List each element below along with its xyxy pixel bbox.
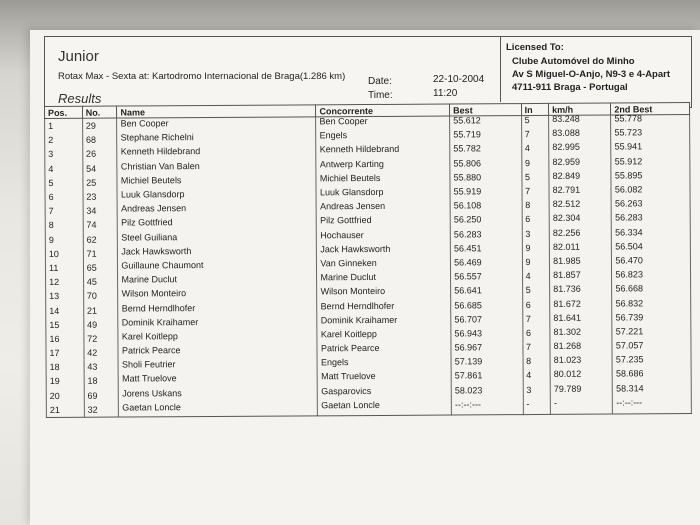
pos-cell: 11 [45,261,83,275]
driver-name-cell: Ben Cooper [117,115,316,131]
lap-in-cell: 5 [521,112,549,127]
second-best-cell: 56.082 [611,182,690,197]
lap-in-cell: 4 [523,368,551,382]
pos-cell: 8 [45,218,83,232]
number-cell: 69 [84,388,119,402]
number-cell: 23 [83,189,118,203]
time-label: Time: [368,90,393,101]
pos-cell: 6 [45,190,83,204]
driver-name-cell: Karel Koitlepp [118,328,317,343]
number-cell: 29 [82,118,117,133]
col-best: Best [450,104,522,116]
best-lap-cell: 58.023 [451,383,523,398]
driver-name-cell: Bernd Herndlhofer [118,300,317,315]
speed-cell: 82.304 [549,211,611,226]
driver-name-cell: Guillaune Chaumont [118,257,317,272]
entrant-cell: Antwerp Karting [316,156,450,171]
entrant-cell: Wilson Monteiro [317,284,451,299]
speed-cell: 81.641 [550,310,612,325]
best-lap-cell: 56.469 [451,255,523,270]
col-name: Name [117,105,316,118]
entrant-cell: Luuk Glansdorp [316,184,450,199]
col-kmh: km/h [549,103,611,115]
best-lap-cell: 55.880 [450,170,522,185]
second-best-cell: 56.263 [611,196,690,211]
best-lap-cell: 56.707 [451,312,523,327]
best-lap-cell: 55.782 [450,141,522,156]
second-best-cell: 55.912 [611,154,690,169]
pos-cell: 19 [46,374,84,388]
number-cell: 21 [83,303,118,317]
lap-in-cell: 9 [522,255,550,269]
lap-in-cell: 5 [521,170,549,184]
col-pos: Pos. [45,106,83,118]
lap-in-cell: 5 [522,283,550,297]
lap-in-cell: 3 [523,382,551,396]
lap-in-cell: 7 [521,127,549,141]
number-cell: 25 [83,175,118,189]
col-2nd-best: 2nd Best [611,103,690,115]
number-cell: 54 [83,161,118,175]
entrant-cell: Matt Truelove [318,369,452,384]
date-value: 22-10-2004 [433,74,485,85]
best-lap-cell: 56.108 [450,198,522,213]
category-title: Junior [58,48,99,65]
best-lap-cell: 57.861 [451,368,523,383]
best-lap-cell: 57.139 [451,354,523,369]
number-cell: 72 [84,331,119,345]
number-cell: 71 [83,246,118,260]
driver-name-cell: Steel Guiliana [118,229,317,244]
best-lap-cell: 56.967 [451,340,523,355]
license-label: Licensed To: [506,42,564,53]
number-cell: 65 [83,260,118,274]
entrant-cell: Kenneth Hildebrand [316,142,450,157]
second-best-cell: 57.235 [612,352,691,367]
entrant-cell: Ben Cooper [316,113,450,129]
lap-in-cell: 6 [522,212,550,226]
best-lap-cell: 56.685 [451,298,523,313]
entrant-cell: Hochauser [317,227,451,242]
pos-cell: 14 [46,303,84,317]
license-line-1: Clube Automóvel do Minho [512,56,635,67]
results-heading: Results [58,91,102,106]
pos-cell: 4 [45,161,83,175]
entrant-cell: Pilz Gottfried [317,213,451,228]
number-cell: 26 [83,147,118,161]
license-line-2: Av S Miguel-O-Anjo, N9-3 e 4-Apart [512,69,670,80]
speed-cell: 83.248 [549,111,611,126]
speed-cell: 82.791 [549,182,611,197]
driver-name-cell: Jack Hawksworth [118,243,317,258]
entrant-cell: Gasparovics [318,383,452,398]
speed-cell: 81.302 [550,324,612,339]
entrant-cell: Patrick Pearce [317,341,451,356]
pos-cell: 2 [45,133,83,147]
best-lap-cell: 55.919 [450,184,522,199]
lap-in-cell: 9 [522,241,550,255]
pos-cell: 18 [46,360,84,374]
driver-name-cell: Patrick Pearce [118,342,317,357]
pos-cell: 13 [46,289,84,303]
col-no: No. [82,106,117,118]
driver-name-cell: Jorens Uskans [119,385,318,400]
entrant-cell: Karel Koitlepp [317,326,451,341]
speed-cell: 82.995 [549,140,611,155]
driver-name-cell: Pilz Gottfried [118,215,317,230]
best-lap-cell: --:--:--- [451,397,523,412]
lap-in-cell: 7 [523,340,551,354]
pos-cell: 7 [45,204,83,218]
speed-cell: 80.012 [550,367,612,382]
driver-name-cell: Gaetan Loncle [119,399,318,415]
entrant-cell: Bernd Herndlhofer [317,298,451,313]
pos-cell: 9 [45,232,83,246]
lap-in-cell: 7 [522,184,550,198]
speed-cell: 81.736 [550,282,612,297]
speed-cell: 81.672 [550,296,612,311]
lap-in-cell: 8 [522,198,550,212]
entrant-cell: Van Ginneken [317,255,451,270]
col-concorrente: Concorrente [316,104,450,117]
driver-name-cell: Marine Duclut [118,271,317,286]
best-lap-cell: 55.719 [450,127,522,142]
results-table [44,102,692,418]
second-best-cell: 56.739 [612,310,691,325]
second-best-cell: 55.723 [611,125,690,140]
second-best-cell: 55.941 [611,139,690,154]
number-cell: 18 [84,374,119,388]
entrant-cell: Michiel Beutels [316,170,450,185]
entrant-cell: Dominik Kraihamer [317,312,451,327]
pos-cell: 10 [45,246,83,260]
speed-cell: 82.512 [549,197,611,212]
speed-cell: 81.857 [550,268,612,283]
second-best-cell: 56.504 [612,239,691,254]
pos-cell: 12 [46,275,84,289]
driver-name-cell: Sholi Feutrier [118,357,317,372]
speed-cell: 82.959 [549,154,611,169]
pos-cell: 17 [46,346,84,360]
pos-cell: 16 [46,332,84,346]
lap-in-cell: 4 [522,269,550,283]
second-best-cell: 56.470 [612,253,691,268]
best-lap-cell: 55.806 [450,156,522,171]
number-cell: 34 [83,204,118,218]
lap-in-cell: - [523,397,551,412]
speed-cell: 82.011 [549,239,611,254]
entrant-cell: Engels [316,128,450,143]
pos-cell: 5 [45,176,83,190]
pos-cell: 1 [45,118,83,133]
speed-cell: - [550,395,612,410]
number-cell: 68 [82,133,117,147]
speed-cell: 81.985 [550,253,612,268]
second-best-cell: 57.221 [612,324,691,339]
driver-name-cell: Matt Truelove [119,371,318,386]
best-lap-cell: 55.612 [450,113,522,128]
driver-name-cell: Stephane Richelni [117,130,316,145]
pos-cell: 3 [45,147,83,161]
col-in: In [521,103,549,115]
entrant-cell: Engels [317,355,451,370]
best-lap-cell: 56.943 [451,326,523,341]
second-best-cell: 56.668 [612,281,691,296]
pos-cell: 20 [46,388,84,402]
driver-name-cell: Dominik Kraihamer [118,314,317,329]
lap-in-cell: 4 [521,141,549,155]
best-lap-cell: 56.451 [450,241,522,256]
lap-in-cell: 9 [521,155,549,169]
number-cell: 49 [84,317,119,331]
second-best-cell: 56.823 [612,267,691,282]
second-best-cell: 56.334 [612,225,691,240]
lap-in-cell: 6 [522,326,550,340]
lap-in-cell: 6 [522,297,550,311]
number-cell: 45 [83,275,118,289]
best-lap-cell: 56.557 [451,269,523,284]
speed-cell: 82.849 [549,168,611,183]
lap-in-cell: 8 [523,354,551,368]
best-lap-cell: 56.641 [451,283,523,298]
second-best-cell: 58.686 [612,366,691,381]
speed-cell: 81.268 [550,339,612,354]
driver-name-cell: Christian Van Balen [117,158,316,173]
lap-in-cell: 7 [522,312,550,326]
lap-in-cell: 3 [522,226,550,240]
driver-name-cell: Andreas Jensen [118,200,317,215]
number-cell: 32 [84,402,119,417]
speed-cell: 81.023 [550,353,612,368]
entrant-cell: Gaetan Loncle [318,397,452,413]
second-best-cell: 56.832 [612,295,691,310]
pos-cell: 21 [46,403,84,418]
driver-name-cell: Luuk Glansdorp [117,186,316,201]
number-cell: 74 [83,218,118,232]
license-line-3: 4711-911 Braga - Portugal [512,82,628,93]
number-cell: 43 [84,360,119,374]
speed-cell: 83.088 [549,126,611,141]
date-label: Date: [368,76,392,87]
second-best-cell: 55.895 [611,168,690,183]
best-lap-cell: 56.250 [450,212,522,227]
best-lap-cell: 56.283 [450,227,522,242]
entrant-cell: Andreas Jensen [317,199,451,214]
event-subtitle: Rotax Max - Sexta at: Kartodromo Internacional de Braga(1.286 km) [58,71,346,82]
number-cell: 62 [83,232,118,246]
driver-name-cell: Wilson Monteiro [118,286,317,301]
number-cell: 70 [83,289,118,303]
driver-name-cell: Kenneth Hildebrand [117,144,316,159]
pos-cell: 15 [46,317,84,331]
entrant-cell: Jack Hawksworth [317,241,451,256]
entrant-cell: Marine Duclut [317,270,451,285]
speed-cell: 82.256 [549,225,611,240]
driver-name-cell: Michiel Beutels [117,172,316,187]
speed-cell: 79.789 [550,381,612,396]
second-best-cell: 56.283 [612,210,691,225]
second-best-cell: --:--:--- [613,395,692,410]
second-best-cell: 57.057 [612,338,691,353]
number-cell: 42 [84,346,119,360]
second-best-cell: 58.314 [613,381,692,396]
second-best-cell: 55.778 [611,111,690,126]
time-value: 11:20 [433,88,458,99]
